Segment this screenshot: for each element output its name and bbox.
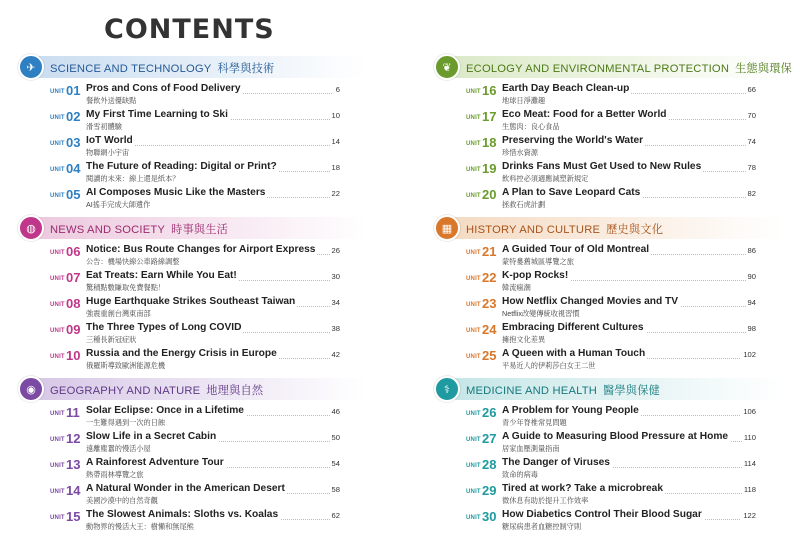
unit-label: UNIT [50,302,65,308]
page-number[interactable]: 78 [747,163,756,172]
unit-title[interactable]: A Rainforest Adventure Tour [86,457,224,468]
unit-title[interactable]: Embracing Different Cultures [502,322,644,333]
left-column [20,56,366,539]
section-science [20,56,366,217]
section-geo [20,378,366,539]
unit-entry[interactable] [436,134,782,160]
unit-number: 15 [66,509,81,524]
unit-subtitle: 閱讀的未來：線上還是紙本？ [86,174,180,183]
unit-entry[interactable] [20,243,366,269]
unit-subtitle: 微休息有助於提升工作效率 [502,496,589,505]
unit-entry[interactable] [436,186,782,212]
unit-title[interactable]: Russia and the Energy Crisis in Europe [86,348,277,359]
unit-subtitle: 致命的病毒 [502,470,538,479]
unit-entry[interactable] [20,347,366,373]
page-number[interactable]: 98 [747,324,756,333]
unit-title[interactable]: Earth Day Beach Clean-up [502,83,630,94]
unit-title[interactable]: Preserving the World's Water [502,135,644,146]
unit-entry[interactable] [436,404,782,430]
page-number[interactable]: 6 [335,85,340,94]
unit-label: UNIT [466,437,481,443]
section-title: GEOGRAPHY AND NATURE [50,385,201,397]
right-column [436,56,793,539]
unit-subtitle: 平易近人的伊莉莎白女王二世 [502,361,596,370]
unit-title[interactable]: The Danger of Viruses [502,457,610,468]
unit-list [20,404,366,534]
unit-subtitle: 地球日淨灘趣 [502,96,546,105]
unit-label: UNIT [466,250,481,256]
unit-entry[interactable] [436,108,782,134]
page-number[interactable]: 54 [331,459,340,468]
section-title: HISTORY AND CULTURE [466,224,601,236]
section-title-zh: 時事與生活 [171,224,229,236]
unit-entry[interactable] [20,108,366,134]
unit-title[interactable]: The Future of Reading: Digital or Print? [86,161,277,172]
unit-entry[interactable] [20,404,366,430]
unit-label: UNIT [466,354,481,360]
unit-label: UNIT [466,276,481,282]
unit-subtitle: 生態肉：良心食品 [502,122,560,131]
page-number[interactable]: 118 [743,485,756,494]
unit-title[interactable]: Notice: Bus Route Changes for Airport Express [86,244,316,255]
page-number[interactable]: 62 [331,511,340,520]
unit-title[interactable]: A Problem for Young People [502,405,639,416]
unit-title[interactable]: How Netflix Changed Movies and TV [502,296,679,307]
page-number[interactable]: 110 [743,433,756,442]
unit-number: 27 [482,431,497,446]
unit-title[interactable]: Slow Life in a Secret Cabin [86,431,217,442]
page-number[interactable]: 46 [331,407,340,416]
unit-subtitle: 驚積點數賺取免費餐點！ [86,283,166,292]
unit-number: 19 [482,161,497,176]
unit-number: 03 [66,135,81,150]
unit-number: 21 [482,244,497,259]
page-number[interactable]: 14 [331,137,340,146]
unit-entry[interactable] [436,430,782,456]
page-number[interactable]: 122 [743,511,756,520]
unit-entry[interactable] [436,347,782,373]
unit-title[interactable]: A Natural Wonder in the American Desert [86,483,285,494]
section-history [436,217,782,378]
page-number[interactable]: 38 [331,324,340,333]
unit-subtitle: 餐飲外送優缺點 [86,96,137,105]
unit-label: UNIT [50,89,65,95]
unit-number: 01 [66,83,81,98]
unit-subtitle: 美國沙漠中的自然奇觀 [86,496,158,505]
unit-subtitle: 擁抱文化差異 [502,335,546,344]
unit-title[interactable]: A Plan to Save Leopard Cats [502,187,641,198]
page-number[interactable]: 82 [747,189,756,198]
unit-label: UNIT [466,167,481,173]
unit-label: UNIT [50,489,65,495]
unit-number: 07 [66,270,81,285]
section-title: ECOLOGY AND ENVIRONMENTAL PROTECTION [466,63,730,75]
unit-label: UNIT [50,354,65,360]
unit-subtitle: 一生難得遇到一次的日蝕 [86,418,166,427]
unit-label: UNIT [50,276,65,282]
unit-entry[interactable] [20,186,366,212]
unit-label: UNIT [466,328,481,334]
unit-label: UNIT [466,489,481,495]
page-title: CONTENTS [104,14,275,45]
unit-title[interactable]: A Guide to Measuring Blood Pressure at Home [502,431,729,442]
section-title: SCIENCE AND TECHNOLOGY [50,63,212,75]
unit-label: UNIT [50,250,65,256]
page-number[interactable]: 102 [743,350,756,359]
unit-entry[interactable] [436,269,782,295]
page-number[interactable]: 58 [331,485,340,494]
section-title-zh: 醫學與保健 [603,385,660,397]
unit-title[interactable]: My First Time Learning to Ski [86,109,228,120]
page-number[interactable]: 106 [743,407,756,416]
unit-number: 30 [482,509,497,524]
unit-label: UNIT [50,115,65,121]
unit-label: UNIT [50,515,65,521]
unit-list [20,243,366,373]
earth-icon: ◉ [18,376,44,402]
unit-subtitle: 拯救石虎計劃 [502,200,546,209]
unit-title[interactable]: The Three Types of Long COVID [86,322,242,333]
unit-number: 28 [482,457,497,472]
section-header [26,378,366,400]
unit-title[interactable]: Pros and Cons of Food Delivery [86,83,241,94]
unit-title[interactable]: AI Composes Music Like the Masters [86,187,266,198]
unit-title[interactable]: The Slowest Animals: Sloths vs. Koalas [86,509,279,520]
unit-list [20,82,366,212]
unit-title[interactable]: Eco Meat: Food for a Better World [502,109,667,120]
unit-title[interactable]: IoT World [86,135,133,146]
unit-subtitle: 物聯網小宇宙 [86,148,130,157]
unit-number: 14 [66,483,81,498]
unit-number: 25 [482,348,497,363]
unit-number: 06 [66,244,81,259]
unit-entry[interactable] [20,160,366,186]
section-title-zh: 歷史與文化 [606,224,664,236]
unit-entry[interactable] [436,321,782,347]
unit-subtitle: 熱帶雨林導覽之旅 [86,470,144,479]
unit-title[interactable]: Eat Treats: Earn While You Eat! [86,270,237,281]
page-number[interactable]: 30 [331,272,340,281]
unit-entry[interactable] [20,508,366,534]
unit-number: 24 [482,322,497,337]
unit-subtitle: 珍惜水資源 [502,148,538,157]
page-number[interactable]: 94 [747,298,756,307]
unit-entry[interactable] [436,160,782,186]
unit-list [436,404,782,534]
unit-entry[interactable] [20,269,366,295]
unit-entry[interactable] [20,321,366,347]
section-header [26,56,366,78]
section-header [26,217,366,239]
unit-label: UNIT [466,515,481,521]
unit-title[interactable]: Drinks Fans Must Get Used to New Rules [502,161,702,172]
unit-label: UNIT [466,115,481,121]
page-number[interactable]: 26 [331,246,340,255]
section-medicine [436,378,782,539]
unit-entry[interactable] [20,456,366,482]
page-number[interactable]: 34 [331,298,340,307]
unit-list [436,82,782,212]
unit-number: 23 [482,296,497,311]
unit-subtitle: Netflix改變傳統收視習慣 [502,309,580,318]
unit-label: UNIT [466,411,481,417]
unit-label: UNIT [466,463,481,469]
unit-entry[interactable] [436,508,782,534]
unit-number: 16 [482,83,497,98]
unit-label: UNIT [466,141,481,147]
unit-subtitle: 蒙特婁舊城區導覽之旅 [502,257,574,266]
unit-subtitle: 飲料控必須適應減塑新規定 [502,174,589,183]
unit-number: 11 [66,405,80,420]
unit-number: 04 [66,161,81,176]
section-header [442,378,782,400]
page-number[interactable]: 18 [331,163,340,172]
unit-entry[interactable] [20,482,366,508]
colosseum-icon: ▦ [434,215,460,241]
unit-subtitle: 韓流瘋潮 [502,283,531,292]
unit-subtitle: 俄羅斯導致歐洲能源危機 [86,361,166,370]
unit-title[interactable]: Tired at work? Take a microbreak [502,483,663,494]
stethoscope-icon: ⚕ [434,376,460,402]
unit-entry[interactable] [436,482,782,508]
page-number[interactable]: 22 [331,189,340,198]
unit-label: UNIT [466,302,481,308]
unit-label: UNIT [50,193,65,199]
unit-label: UNIT [50,328,65,334]
unit-label: UNIT [466,89,481,95]
page-number[interactable]: 66 [747,85,756,94]
section-title: MEDICINE AND HEALTH [466,385,598,397]
unit-label: UNIT [50,411,65,417]
unit-subtitle: 青少年脊椎常見問題 [502,418,567,427]
unit-entry[interactable] [436,243,782,269]
page-number[interactable]: 42 [331,350,340,359]
page-number[interactable]: 86 [747,246,756,255]
unit-label: UNIT [50,463,65,469]
section-eco [436,56,793,217]
unit-subtitle: AI搖手完成大師遺作 [86,200,151,209]
unit-subtitle: 三種長新冠症狀 [86,335,137,344]
unit-number: 08 [66,296,81,311]
unit-number: 05 [66,187,81,202]
unit-number: 09 [66,322,81,337]
unit-entry[interactable] [436,456,782,482]
unit-label: UNIT [50,437,65,443]
unit-number: 12 [66,431,81,446]
unit-title[interactable]: K-pop Rocks! [502,270,569,281]
unit-title[interactable]: Solar Eclipse: Once in a Lifetime [86,405,244,416]
unit-number: 26 [482,405,497,420]
rocket-icon: ✈ [18,54,44,80]
unit-subtitle: 動物界的慢活大王：樹懶和無尾熊 [86,522,194,531]
section-title-zh: 科學與技術 [217,63,275,75]
unit-title[interactable]: Huge Earthquake Strikes Southeast Taiwan [86,296,296,307]
unit-subtitle: 遠離塵囂的慢活小屋 [86,444,151,453]
unit-number: 13 [66,457,81,472]
section-title-zh: 地理與自然 [206,385,264,397]
unit-list [436,243,782,373]
page-number[interactable]: 74 [747,137,756,146]
unit-number: 29 [482,483,497,498]
unit-entry[interactable] [20,82,366,108]
unit-subtitle: 居家血壓測量指南 [502,444,560,453]
unit-label: UNIT [50,141,65,147]
unit-title[interactable]: A Queen with a Human Touch [502,348,646,359]
unit-title[interactable]: How Diabetics Control Their Blood Sugar [502,509,702,520]
page-number[interactable]: 114 [743,459,756,468]
unit-subtitle: 強震重創台灣東南部 [86,309,151,318]
unit-entry[interactable] [20,430,366,456]
section-header [442,217,782,239]
section-news [20,217,366,378]
unit-subtitle: 公告：機場快線公車路線調整 [86,257,180,266]
page-number[interactable]: 50 [331,433,340,442]
unit-number: 17 [482,109,497,124]
section-header [442,56,793,78]
unit-number: 20 [482,187,497,202]
page-number[interactable]: 70 [747,111,756,120]
unit-title[interactable]: A Guided Tour of Old Montreal [502,244,650,255]
unit-entry[interactable] [20,134,366,160]
unit-label: UNIT [466,193,481,199]
unit-number: 22 [482,270,497,285]
page-number[interactable]: 10 [331,111,340,120]
unit-entry[interactable] [436,82,782,108]
unit-subtitle: 滑雪初體驗 [86,122,122,131]
section-title-zh: 生態與環保 [735,63,793,75]
unit-entry[interactable] [20,295,366,321]
unit-label: UNIT [50,167,65,173]
unit-entry[interactable] [436,295,782,321]
unit-number: 18 [482,135,497,150]
unit-number: 02 [66,109,81,124]
globe-icon: ◍ [18,215,44,241]
leaf-icon: ❦ [434,54,460,80]
page-number[interactable]: 90 [747,272,756,281]
unit-number: 10 [66,348,81,363]
section-title: NEWS AND SOCIETY [50,224,166,236]
unit-subtitle: 糖尿病患者血糖控制守則 [502,522,582,531]
